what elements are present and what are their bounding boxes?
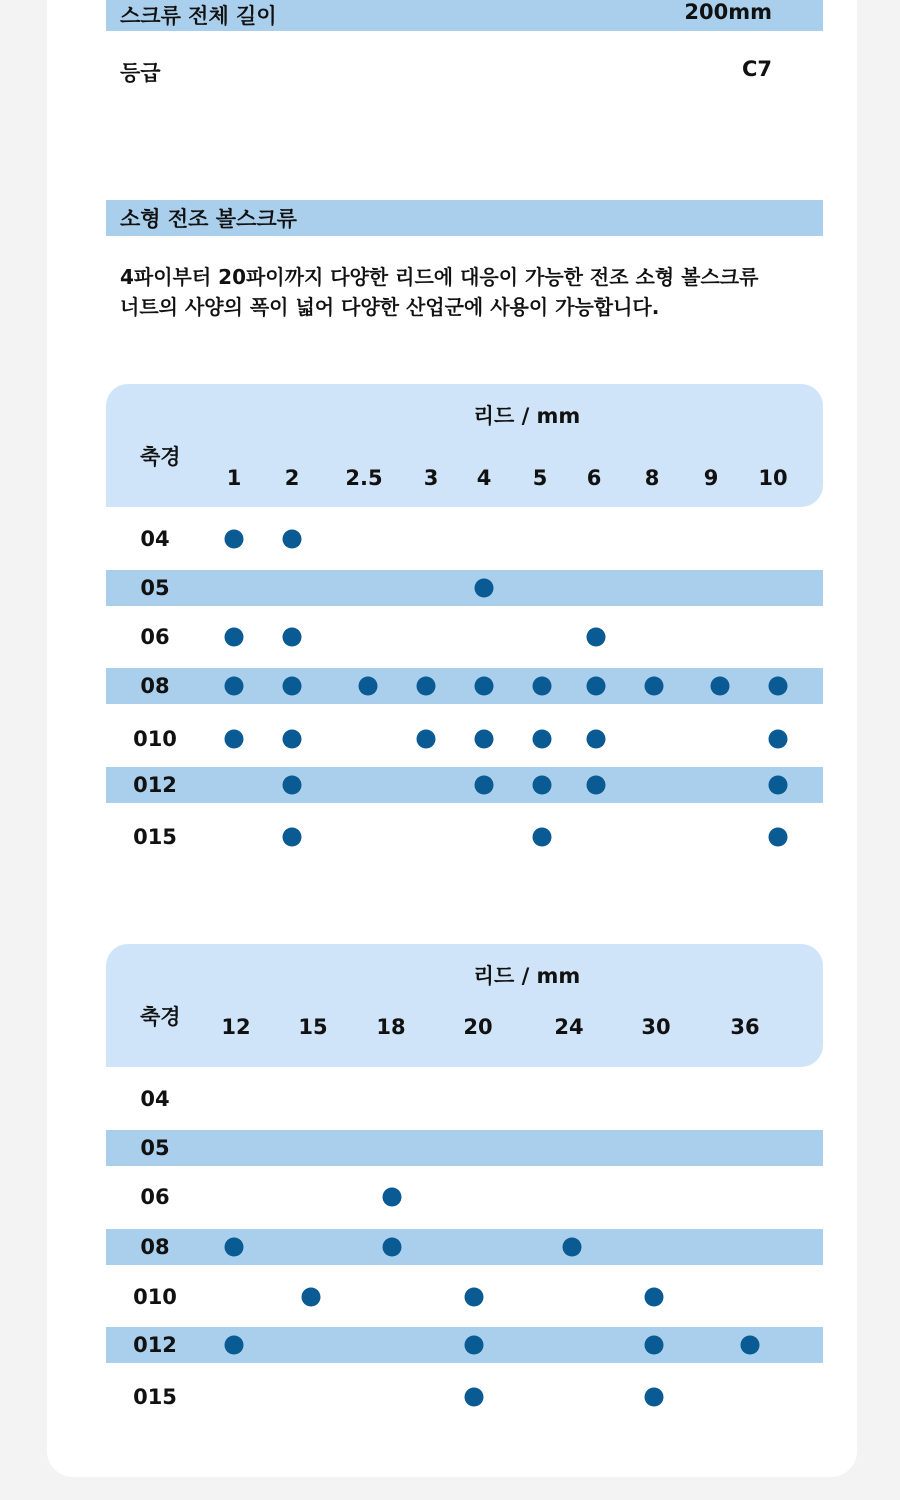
lead-column-header: 2.5 [345,466,383,490]
availability-dot [225,1336,244,1355]
shaft-diameter-label: 015 [133,825,177,849]
description-line-2: 너트의 사양의 폭이 넓어 다양한 산업군에 사용이 가능합니다. [120,295,660,319]
lead-column-header: 10 [758,466,788,490]
availability-dot [417,730,436,749]
lead-column-header: 12 [221,1015,251,1039]
lead-column-header: 4 [476,466,492,490]
lead-column-header: 1 [226,466,242,490]
availability-dot [475,677,494,696]
lead-table-1-axis-label: 축경 [140,445,181,469]
availability-dot [645,1288,664,1307]
section-description [120,262,810,322]
availability-dot [302,1288,321,1307]
lead-column-header: 24 [554,1015,584,1039]
availability-dot [465,1336,484,1355]
availability-dot [533,730,552,749]
shaft-diameter-label: 05 [140,1136,170,1160]
availability-dot [417,677,436,696]
availability-dot [475,776,494,795]
spec-length-label: 스크류 전체 길이 [120,4,277,28]
lead-column-header: 30 [641,1015,671,1039]
availability-dot [587,776,606,795]
availability-dot [587,730,606,749]
availability-dot [225,1238,244,1257]
lead-column-header: 18 [376,1015,406,1039]
availability-dot [769,677,788,696]
availability-dot [769,730,788,749]
availability-dot [283,628,302,647]
availability-dot [465,1288,484,1307]
availability-dot [769,828,788,847]
availability-dot [383,1188,402,1207]
availability-dot [225,530,244,549]
lead-column-header: 36 [730,1015,760,1039]
lead-table-2-axis-label: 축경 [140,1005,181,1029]
shaft-diameter-label: 08 [140,674,170,698]
availability-dot [225,730,244,749]
availability-dot [283,730,302,749]
availability-dot [475,730,494,749]
availability-dot [711,677,730,696]
lead-column-header: 15 [298,1015,328,1039]
description-line-1: 4파이부터 20파이까지 다양한 리드에 대응이 가능한 전조 소형 볼스크류 [120,265,759,289]
lead-column-header: 6 [586,466,602,490]
availability-dot [645,1388,664,1407]
shaft-diameter-label: 05 [140,576,170,600]
availability-dot [465,1388,484,1407]
lead-column-header: 5 [532,466,548,490]
availability-dot [383,1238,402,1257]
spec-length-value: 200mm [684,0,772,24]
section-title: 소형 전조 볼스크류 [120,207,297,231]
availability-dot [533,828,552,847]
shaft-diameter-label: 04 [140,527,170,551]
table-row-highlight [106,1229,823,1265]
availability-dot [475,579,494,598]
shaft-diameter-label: 06 [140,625,170,649]
availability-dot [645,1336,664,1355]
shaft-diameter-label: 012 [133,773,177,797]
availability-dot [283,776,302,795]
availability-dot [283,677,302,696]
availability-dot [359,677,378,696]
availability-dot [533,776,552,795]
shaft-diameter-label: 08 [140,1235,170,1259]
lead-column-header: 20 [463,1015,493,1039]
shaft-diameter-label: 010 [133,1285,177,1309]
availability-dot [283,828,302,847]
shaft-diameter-label: 06 [140,1185,170,1209]
table-row-highlight [106,767,823,803]
availability-dot [587,628,606,647]
availability-dot [587,677,606,696]
lead-table-1-lead-label: 리드 / mm [473,404,581,428]
spec-grade-label: 등급 [120,61,161,85]
availability-dot [283,530,302,549]
lead-column-header: 3 [423,466,439,490]
lead-column-header: 2 [284,466,300,490]
availability-dot [741,1336,760,1355]
lead-column-header: 9 [703,466,719,490]
table-row-highlight [106,1130,823,1166]
shaft-diameter-label: 010 [133,727,177,751]
availability-dot [533,677,552,696]
lead-column-header: 8 [644,466,660,490]
shaft-diameter-label: 015 [133,1385,177,1409]
availability-dot [645,677,664,696]
availability-dot [769,776,788,795]
availability-dot [225,677,244,696]
availability-dot [225,628,244,647]
table-row-highlight [106,570,823,606]
shaft-diameter-label: 012 [133,1333,177,1357]
shaft-diameter-label: 04 [140,1087,170,1111]
lead-table-2-lead-label: 리드 / mm [473,964,581,988]
availability-dot [563,1238,582,1257]
lead-table-2-header [106,944,823,1067]
spec-grade-value: C7 [741,57,772,81]
